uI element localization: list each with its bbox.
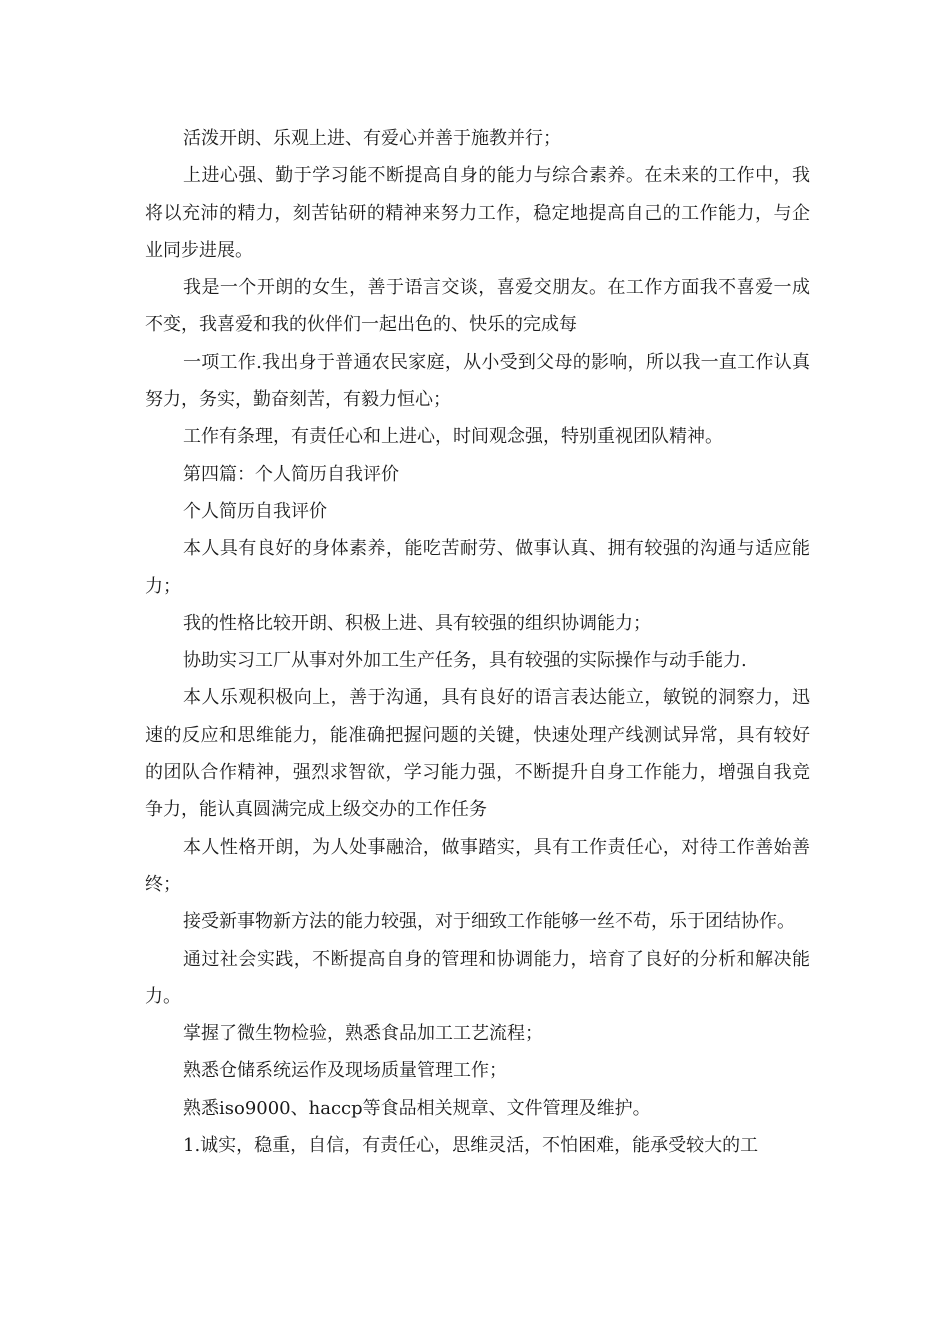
paragraph: 活泼开朗、乐观上进、有爱心并善于施教并行； — [183, 128, 561, 149]
paragraph: 本人乐观积极向上，善于沟通，具有良好的语言表达能立，敏锐的洞察力，迅速的反应和思维能力，能准确把握问题的关键，快速处理产线测试异常，具有较好的团队合作精神，强烈求智欲，学习能力强，不断提升自身工作能力，增强自我竞争力，能认真圆满完成上级交办的工作任务 — [145, 687, 810, 821]
paragraph: 本人具有良好的身体素养，能吃苦耐劳、做事认真、拥有较强的沟通与适应能力； — [145, 538, 810, 597]
paragraph: 掌握了微生物检验，熟悉食品加工工艺流程； — [183, 1023, 543, 1045]
paragraph: 本人性格开朗，为人处事融洽，做事踏实，具有工作责任心，对待工作善始善终； — [145, 836, 810, 895]
paragraph: 工作有条理，有责任心和上进心，时间观念强，特别重视团队精神。 — [183, 426, 723, 448]
section-heading: 第四篇：个人简历自我评价 — [183, 463, 399, 485]
paragraph: 我的性格比较开朗、积极上进、具有较强的组织协调能力； — [183, 612, 651, 634]
paragraph: 一项工作.我出身于普通农民家庭，从小受到父母的影响，所以我一直工作认真努力，务实，勤奋刻苦，有毅力恒心； — [145, 351, 810, 411]
paragraph: 协助实习工厂从事对外加工生产任务，具有较强的实际操作与动手能力. — [183, 650, 747, 672]
section-subheading: 个人简历自我评价 — [183, 500, 327, 522]
document-body — [145, 120, 810, 1164]
paragraph: 通过社会实践，不断提高自身的管理和协调能力，培育了良好的分析和解决能力。 — [145, 948, 810, 1007]
paragraph: 接受新事物新方法的能力较强，对于细致工作能够一丝不苟，乐于团结协作。 — [183, 911, 795, 933]
paragraph: 我是一个开朗的女生，善于语言交谈，喜爱交朋友。在工作方面我不喜爱一成不变，我喜爱和我的伙伴们一起出色的、快乐的完成每 — [145, 277, 810, 336]
paragraph: 上进心强、勤于学习能不断提高自身的能力与综合素养。在未来的工作中，我将以充沛的精力，刻苦钻研的精神来努力工作，稳定地提高自己的工作能力，与企业同步进展。 — [145, 165, 810, 261]
paragraph: 1.诚实，稳重，自信，有责任心，思维灵活，不怕困难，能承受较大的工 — [183, 1135, 759, 1157]
paragraph: 熟悉iso9000、haccp等食品相关规章、文件管理及维护。 — [183, 1097, 651, 1119]
paragraph: 熟悉仓储系统运作及现场质量管理工作； — [183, 1060, 507, 1082]
